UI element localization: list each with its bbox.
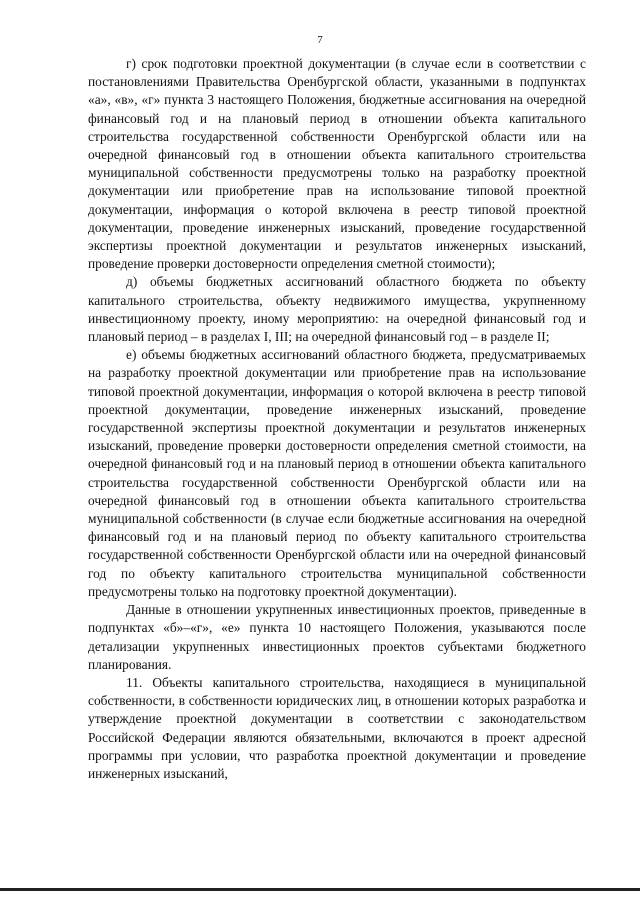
document-body xyxy=(88,55,586,783)
paragraph-e-design-budget: е) объемы бюджетных ассигнований областного бюджета, предусматриваемых на разработку проектной документации или приобретение прав на использование типовой проектной документации, информация о которой включена в реестр типовой проектной документации, проведение инженерных изысканий, проведение государственной экспертизы проектной документации и результатов инженерных изысканий, проведение проверки достоверности определения сметной стоимости, на очередной финансовый год и на плановый период в отношении объекта капитального строительства государственной собственности Оренбургской области или на очередной финансовый год в отношении объекта капитального строительства муниципальной собственности (в случае если бюджетные ассигнования на очередной финансовый год и на плановый период по объекту капитального строительства государственной собственности Оренбургской области или на очередной финансовый год по объекту капитального строительства муниципальной собственности предусмотрены только на подготовку проектной документации). xyxy=(88,347,586,599)
paragraph-g-design-period: г) срок подготовки проектной документации (в случае если в соответствии с постановлениями Правительства Оренбургской области, указанными в подпунктах «а», «в», «г» пункта 3 настоящего Положения, бюджетные ассигнования на очередной финансовый год и на плановый период в отношении объекта капитального строительства государственной собственности Оренбургской области или на очередной финансовый год в отношении объекта капитального строительства муниципальной собственности предусмотрены только на разработку проектной документации или приобретение прав на использование типовой проектной документации, информация о которой включена в реестр типовой проектной документации, проведение инженерных изысканий, проведение государственной экспертизы проектной документации и результатов инженерных изысканий, проведение проверки достоверности определения сметной стоимости); xyxy=(88,56,586,272)
page-bottom-rule xyxy=(0,888,640,891)
paragraph-d-budget-volumes: д) объемы бюджетных ассигнований областного бюджета по объекту капитального строительства, объекту недвижимого имущества, укрупненному инвестиционному проекту, иному мероприятию: на очередной финансовый год и плановый период – в разделах I, III; на очередной финансовый год – в разделе II; xyxy=(88,274,586,345)
paragraph-11-municipal-objects: 11. Объекты капитального строительства, находящиеся в муниципальной собственности, в собственности юридических лиц, в отношении которых разработка и утверждение проектной документации в соответствии с законодательством Российской Федерации являются обязательными, включаются в проект адресной программы при условии, что разработка проектной документации и проведение инженерных изысканий, xyxy=(88,674,586,781)
page-number: 7 xyxy=(317,34,323,46)
paragraph-investment-projects-data: Данные в отношении укрупненных инвестиционных проектов, приведенные в подпунктах «б»–«г», «е» пункта 10 настоящего Положения, указываются после детализации укрупненных инвестиционных проектов субъектами бюджетного планирования. xyxy=(88,602,586,672)
